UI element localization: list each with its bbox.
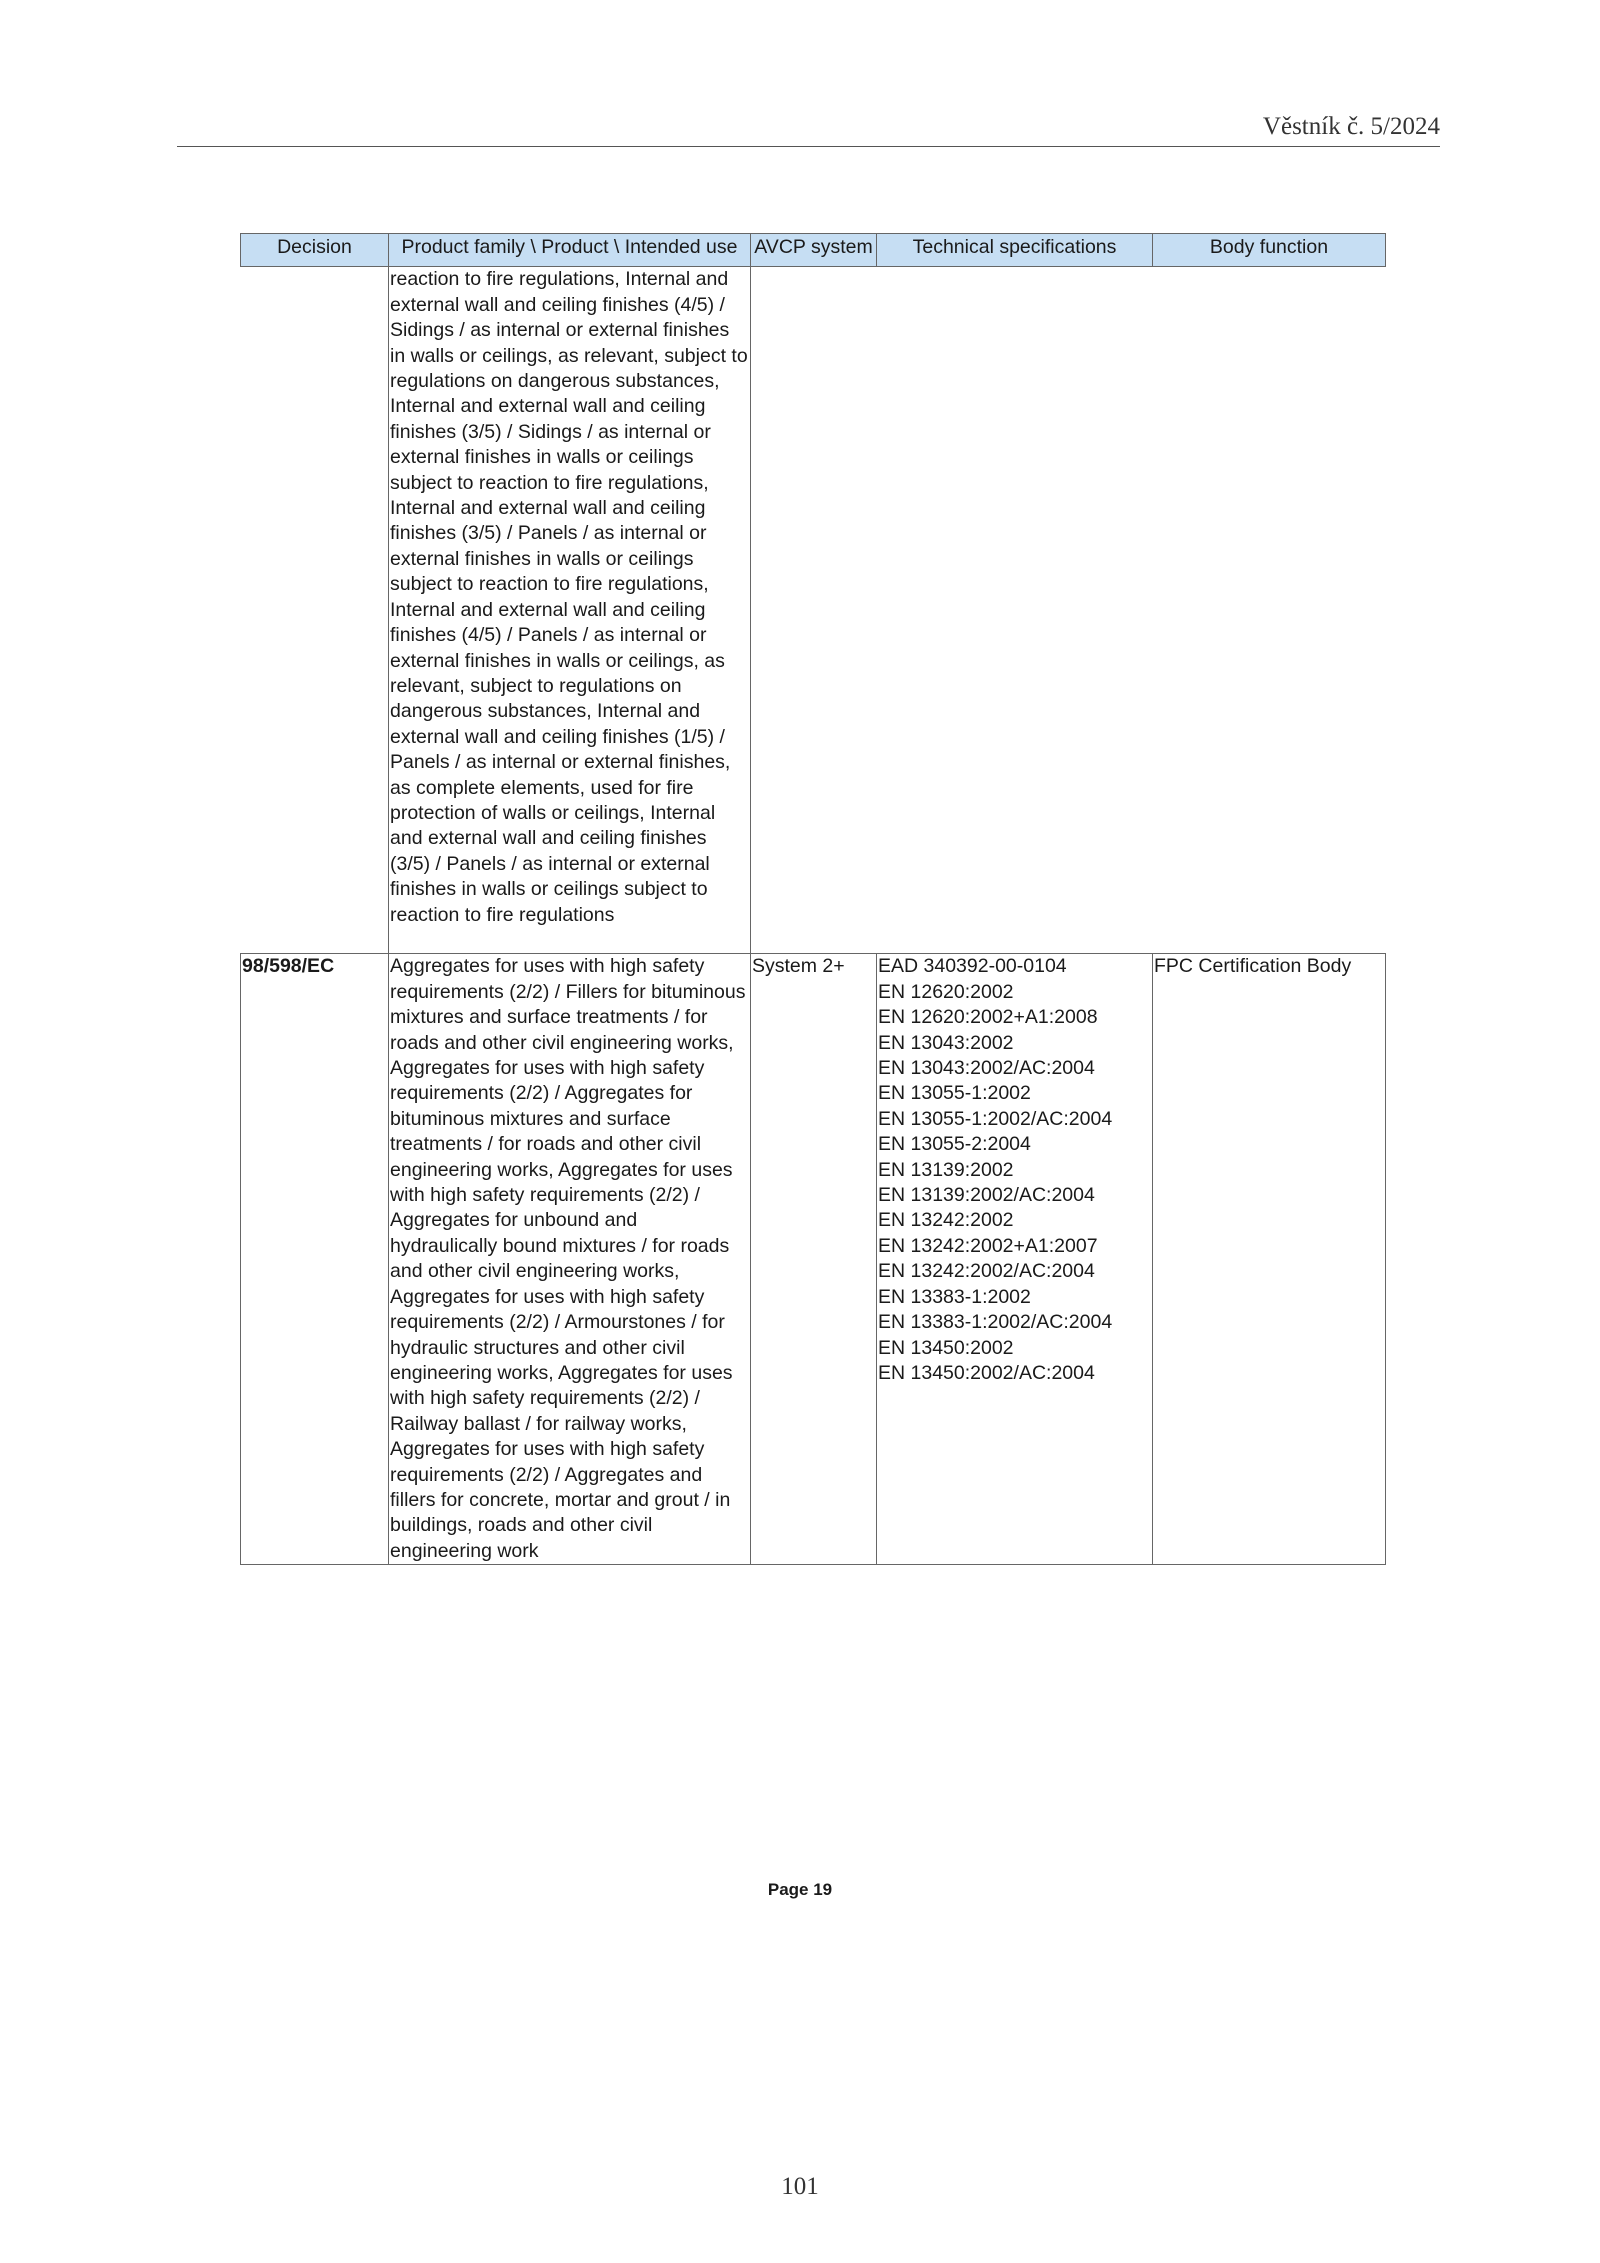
spec-line: EN 13055-1:2002/AC:2004 — [878, 1107, 1113, 1130]
spec-line: EN 13450:2002 — [878, 1336, 1014, 1359]
spec-line: EN 13450:2002/AC:2004 — [878, 1361, 1095, 1384]
cell-decision-continued — [241, 267, 389, 954]
spec-line: EN 13139:2002 — [878, 1158, 1014, 1181]
spec-line: EN 13043:2002/AC:2004 — [878, 1057, 1095, 1080]
column-header-specs: Technical specifications — [877, 234, 1153, 267]
spec-line: EN 13383-1:2002/AC:2004 — [878, 1311, 1113, 1334]
spec-line: EAD 340392-00-0104 — [878, 955, 1067, 978]
table-row — [241, 954, 1386, 1565]
spec-line: EN 13383-1:2002 — [878, 1285, 1031, 1308]
column-header-body: Body function — [1153, 234, 1386, 267]
cell-body-function: FPC Certification Body — [1153, 954, 1386, 1565]
cell-decision: 98/598/EC — [241, 954, 389, 1565]
column-header-decision: Decision — [241, 234, 389, 267]
cell-specs — [877, 954, 1153, 1565]
spec-line: EN 13055-1:2002 — [878, 1082, 1031, 1105]
header-rule — [177, 146, 1440, 147]
certification-table — [240, 233, 1386, 1565]
spec-line: EN 12620:2002+A1:2008 — [878, 1006, 1098, 1029]
page-label: Page 19 — [767, 1880, 833, 1899]
cell-avcp: System 2+ — [751, 954, 877, 1565]
cell-product: Aggregates for uses with high safety requirements (2/2) / Fillers for bituminous mixtures and surface treatments / for roads and other civil engineering works, Aggregates for uses with high safety requirements (2/2) / Aggregates for bituminous mixtures and surface treatments / for roads and other civil engineering works, Aggregates for uses with high safety requirements (2/2) / Aggregates for unbound and hydraulically bound mixtures / for roads and other civil engineering works, Aggregates for uses with high safety requirements (2/2) / Armourstones / for hydraulic structures and other civil engineering works, Aggregates for uses with high safety requirements (2/2) / Railway ballast / for railway works, Aggregates for uses with high safety requirements (2/2) / Aggregates and fillers for concrete, mortar and grout / in buildings, roads and other civil engineering work — [389, 954, 751, 1565]
table-header-row — [241, 234, 1386, 267]
cell-product-continued: reaction to fire regulations, Internal and external wall and ceiling finishes (4/5) / Sidings / as internal or external finishes in walls or ceilings, as relevant, subject to regulations on dangerous substances, Internal and external wall and ceiling finishes (3/5) / Sidings / as internal or external finishes in walls or ceilings subject to reaction to fire regulations, Internal and external wall and ceiling finishes (3/5) / Panels / as internal or external finishes in walls or ceilings subject to reaction to fire regulations, Internal and external wall and ceiling finishes (4/5) / Panels / as internal or external finishes in walls or ceilings, as relevant, subject to regulations on dangerous substances, Internal and external wall and ceiling finishes (1/5) / Panels / as internal or external finishes, as complete elements, used for fire protection of walls or ceilings, Internal and external wall and ceiling finishes (3/5) / Panels / as internal or external finishes in walls or ceilings subject to reaction to fire regulations — [389, 267, 751, 954]
spec-line: EN 13242:2002/AC:2004 — [878, 1260, 1095, 1283]
journal-title: Věstník č. 5/2024 — [1262, 113, 1440, 140]
column-header-product: Product family \ Product \ Intended use — [389, 234, 751, 267]
spec-line: EN 13055-2:2004 — [878, 1133, 1031, 1156]
cell-specs-continued — [877, 267, 1153, 954]
spec-line: EN 13043:2002 — [878, 1031, 1014, 1054]
column-header-avcp: AVCP system — [751, 234, 877, 267]
table-row-continued — [241, 267, 1386, 954]
cell-avcp-continued — [751, 267, 877, 954]
cell-body-continued — [1153, 267, 1386, 954]
spec-line: EN 13242:2002+A1:2007 — [878, 1234, 1098, 1257]
spec-line: EN 13242:2002 — [878, 1209, 1014, 1232]
page-number: 101 — [781, 2173, 819, 2200]
spec-line: EN 12620:2002 — [878, 980, 1014, 1003]
spec-line: EN 13139:2002/AC:2004 — [878, 1184, 1095, 1207]
